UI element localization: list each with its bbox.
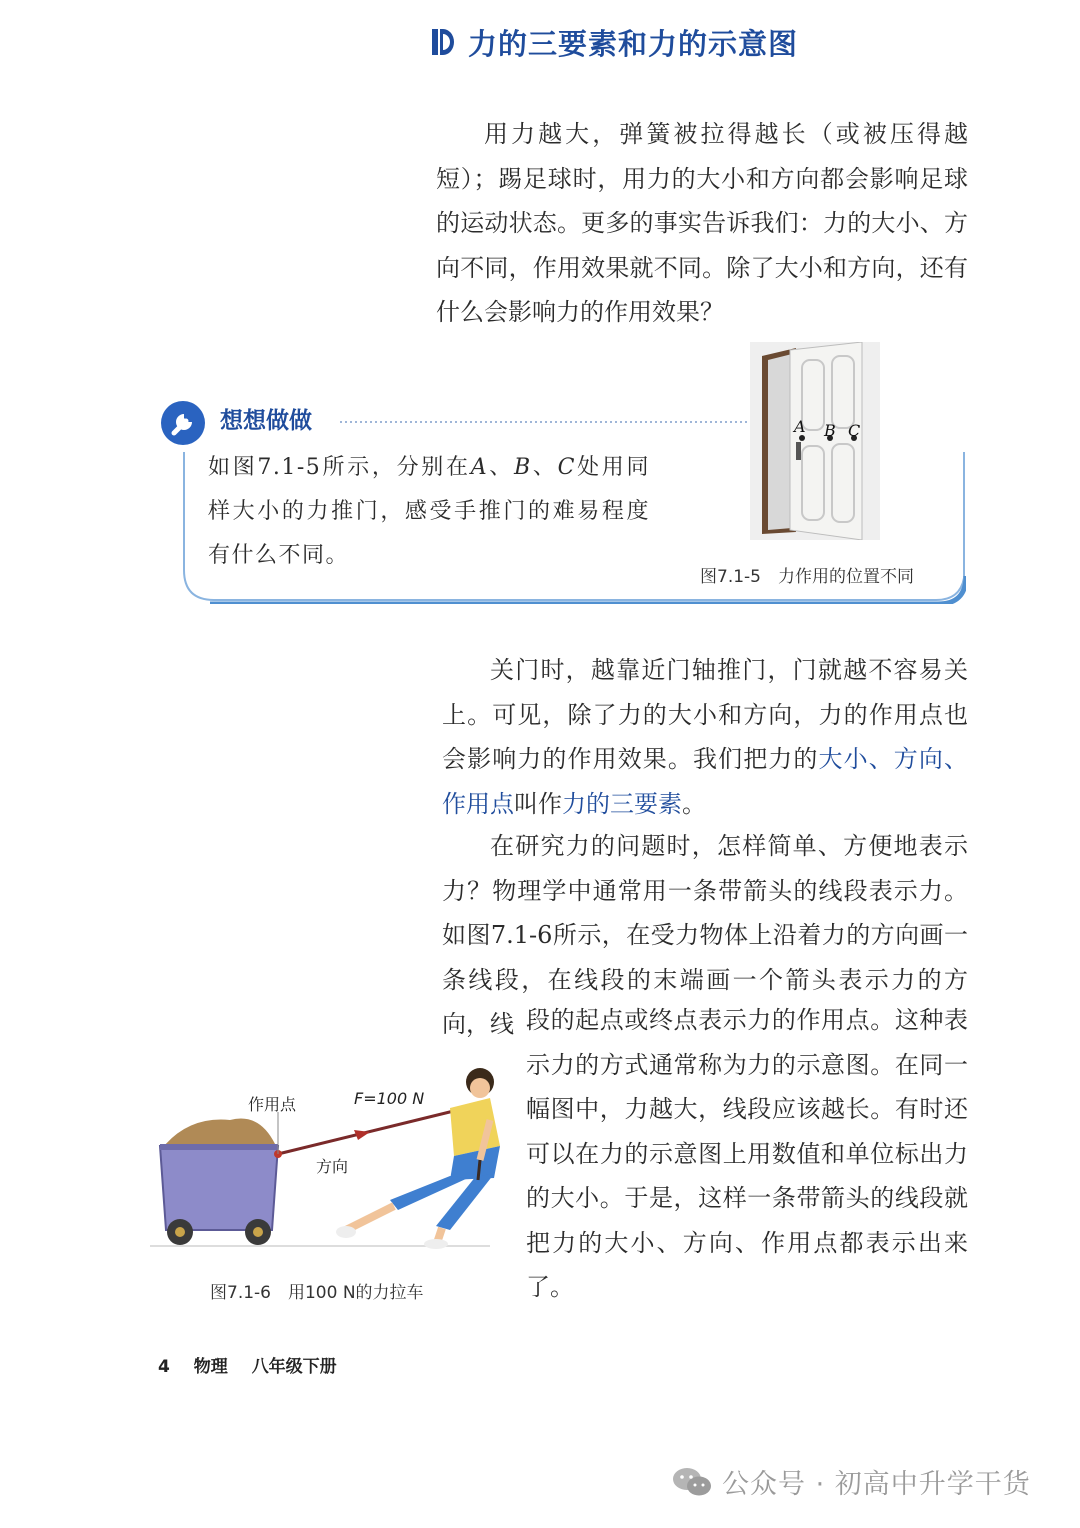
activity-text-part2: 处用同样大小的力推门，感受手推门的难易程度有什么不同。 bbox=[208, 455, 650, 568]
paragraph-force-diagram: 在研究力的问题时，怎样简单、方便地表示力？物理学中通常用一条带箭头的线段表示力。如图7.1-6所示，在受力物体上沿着力的方向画一条线段，在线段的末端画一个箭头表示力的方向，线 bbox=[442, 832, 968, 1038]
wechat-icon bbox=[672, 1465, 712, 1499]
label-force-value: F=100 N bbox=[354, 1089, 425, 1108]
point-c-label: C bbox=[557, 455, 576, 480]
label-direction: 方向 bbox=[316, 1157, 349, 1176]
section-marker-icon bbox=[432, 29, 454, 55]
cart-figure-caption: 图7.1-6 用100 N的力拉车 bbox=[210, 1283, 424, 1303]
intro-paragraph: 用力越大，弹簧被拉得越长（或被压得越短）；踢足球时，用力的大小和方向都会影响足球的运动状态。更多的事实告诉我们：力的大小、方向不同，作用效果就不同。除了大小和方向，还有什么会影响力的作用效果？ bbox=[436, 120, 968, 326]
wrench-icon bbox=[160, 400, 206, 446]
door-label-b: B bbox=[824, 421, 836, 440]
highlight-term: 力的三要素 bbox=[562, 789, 682, 818]
page-footer bbox=[158, 1352, 355, 1377]
paragraph-force-diagram-continued: 段的起点或终点表示力的作用点。这种表示力的方式通常称为力的示意图。在同一幅图中，力越大，线段应该越长。有时还可以在力的示意图上用数值和单位标出力的大小。于是，这样一条带箭头的线段就把力的大小、方向、作用点都表示出来了。 bbox=[526, 1006, 968, 1301]
activity-text bbox=[208, 446, 650, 578]
watermark bbox=[672, 1462, 1031, 1501]
label-application-point: 作用点 bbox=[248, 1095, 297, 1114]
paragraph-text: 。 bbox=[682, 789, 706, 818]
paragraph-three-elements bbox=[442, 648, 968, 826]
cart-figure bbox=[150, 1060, 506, 1260]
point-b-label: B bbox=[513, 455, 532, 480]
watermark-text: 公众号 · 初高中升学干货 bbox=[722, 1469, 1031, 1500]
activity-title: 想想做做 bbox=[220, 408, 312, 434]
point-a-label: A bbox=[470, 455, 489, 480]
activity-text-part1: 如图7.1-5所示，分别在 bbox=[208, 455, 471, 480]
door-figure-caption: 图7.1-5 力作用的位置不同 bbox=[700, 567, 914, 587]
door-label-a: A bbox=[794, 417, 806, 436]
separator: 、 bbox=[488, 455, 514, 480]
door-figure bbox=[750, 342, 880, 540]
section-title: 力的三要素和力的示意图 bbox=[468, 26, 799, 61]
footer-subject: 物理 bbox=[193, 1357, 228, 1377]
footer-grade: 八年级下册 bbox=[251, 1357, 337, 1377]
highlight-term: 大小、方向、作用点 bbox=[442, 745, 968, 818]
paragraph-text: 叫作 bbox=[514, 789, 562, 818]
section-header bbox=[432, 22, 798, 62]
page-number: 4 bbox=[158, 1357, 170, 1377]
separator: 、 bbox=[531, 455, 558, 480]
door-label-c: C bbox=[848, 421, 861, 440]
paragraph-text: 关门时，越靠近门轴推门，门就越不容易关上。可见，除了力的大小和方向，力的作用点也会影响力的作用效果。我们把力的 bbox=[442, 656, 968, 773]
